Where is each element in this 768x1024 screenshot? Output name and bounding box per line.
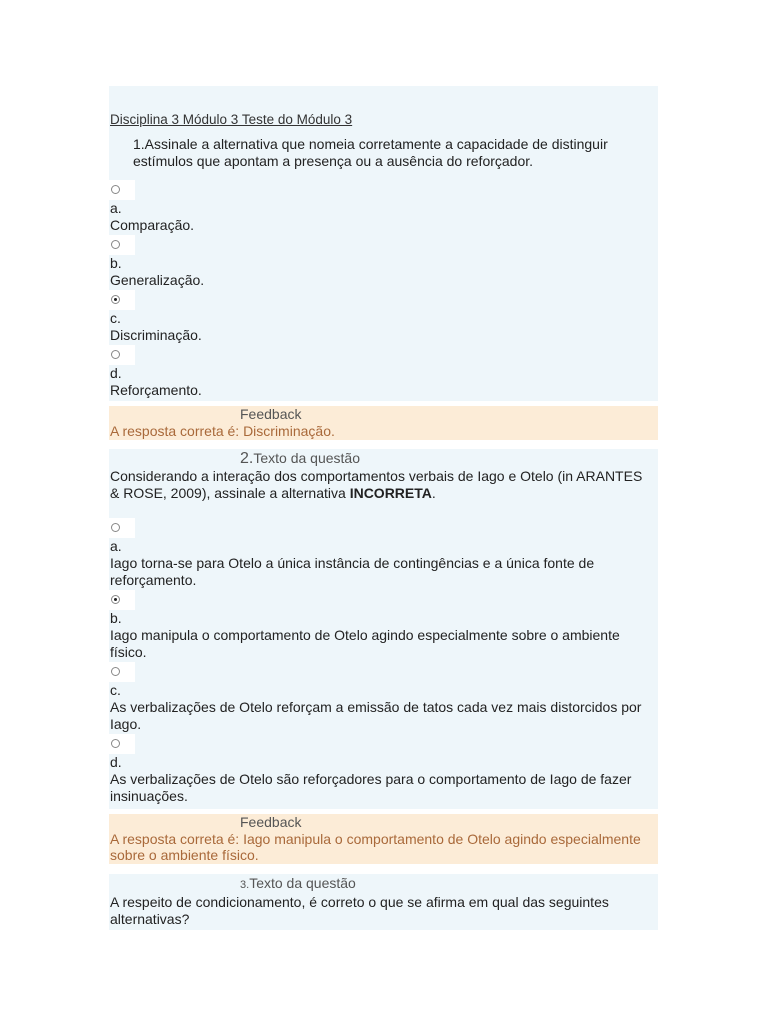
radio-cell [109,734,135,754]
q2-feedback [109,814,658,864]
feedback-text: A resposta correta é: Iago manipula o comportamento de Otelo agindo especialmente sobre o ambiente físico. [110,831,641,863]
radio-button-selected[interactable] [111,595,120,604]
question-1 [109,86,658,401]
option-letter: a. [110,200,122,216]
question-number: 3. [240,879,250,891]
option-label: As verbalizações de Otelo reforçam a emissão de tatos cada vez mais distorcidos por Iago. [110,699,642,732]
option-letter: c. [110,310,121,326]
option-label: Comparação. [110,217,195,233]
q1-option-c[interactable] [109,290,658,344]
option-label: As verbalizações de Otelo são reforçadores para o comportamento de Iago de fazer insinuações. [110,771,632,804]
feedback-title: Feedback [240,814,302,830]
q2-option-c[interactable] [109,662,658,733]
option-label: Iago torna-se para Otelo a única instância de contingências e a única fonte de reforçamento. [110,555,595,588]
option-letter: d. [110,754,122,770]
question-3-text: A respeito de condicionamento, é correto o que se afirma em qual das seguintes alternativas? [110,894,609,927]
question-3 [109,874,658,930]
question-1-text: 1.Assinale a alternativa que nomeia corretamente a capacidade de distinguir estímulos que apontam a presença ou a ausência do reforçador. [133,136,608,169]
radio-cell [109,290,135,310]
option-label: Discriminação. [110,327,202,343]
radio-cell [109,345,135,365]
radio-button[interactable] [111,739,120,748]
question-heading: Texto da questão [253,450,360,466]
q2-option-b[interactable] [109,590,658,661]
option-label: Iago manipula o comportamento de Otelo agindo especialmente sobre o ambiente físico. [110,627,620,660]
radio-cell [109,662,135,682]
q2-option-a[interactable] [109,518,658,589]
q2-option-d[interactable] [109,734,658,805]
radio-button[interactable] [111,185,120,194]
q1-option-d[interactable] [109,345,658,399]
radio-button[interactable] [111,240,120,249]
radio-cell [109,518,135,538]
radio-cell [109,590,135,610]
option-letter: b. [110,610,122,626]
option-letter: b. [110,255,122,271]
question-2-text [109,468,658,502]
quiz-document [109,86,658,930]
q1-option-b[interactable] [109,235,658,289]
option-label: Generalização. [110,272,205,288]
radio-button-selected[interactable] [111,295,120,304]
question-text-part: Considerando a interação dos comportamentos verbais de Iago e Otelo (in ARANTES & ROSE, 2009), assinale a alternativa [110,468,643,501]
feedback-text: A resposta correta é: Discriminação. [110,423,335,439]
question-3-heading [109,874,658,894]
question-text-bold: INCORRETA [349,485,432,501]
q1-option-a[interactable] [109,180,658,234]
feedback-title: Feedback [240,406,302,422]
option-label: Reforçamento. [110,382,202,398]
question-heading: Texto da questão [249,875,356,891]
radio-button[interactable] [111,523,120,532]
option-letter: d. [110,365,122,381]
radio-cell [109,180,135,200]
question-number: 2. [240,450,254,467]
q1-feedback [109,406,658,440]
radio-button[interactable] [111,667,120,676]
question-2-heading [109,449,658,468]
page-title[interactable]: Disciplina 3 Módulo 3 Teste do Módulo 3 [110,112,353,127]
question-2 [109,449,658,809]
option-letter: c. [110,682,121,698]
radio-button[interactable] [111,350,120,359]
question-text-end: . [431,485,436,501]
option-letter: a. [110,538,122,554]
radio-cell [109,235,135,255]
